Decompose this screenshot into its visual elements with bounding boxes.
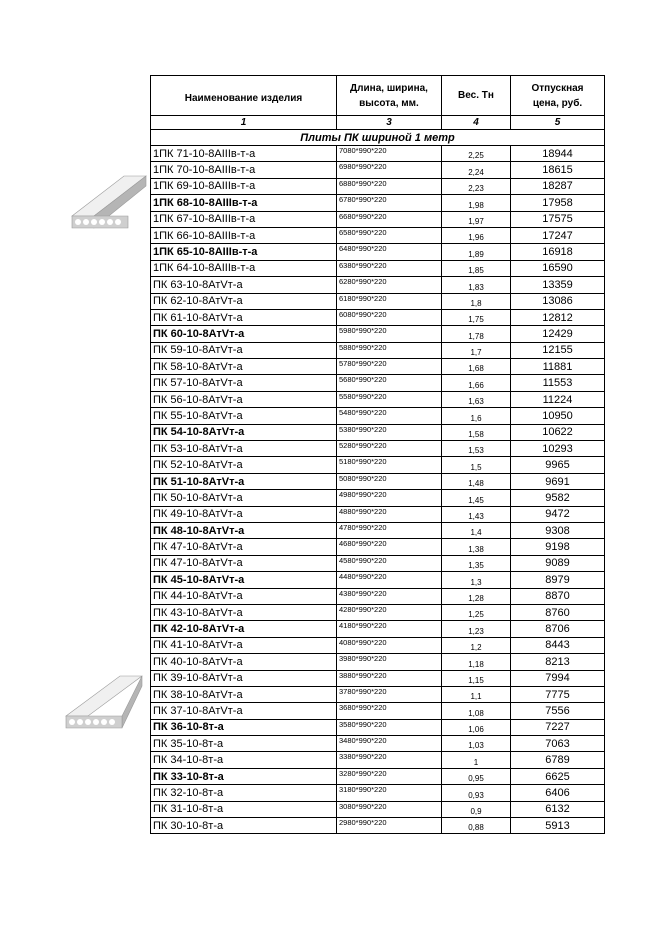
table-row xyxy=(151,146,605,162)
table-row xyxy=(151,654,605,670)
section-row xyxy=(151,130,605,146)
weight: 1,78 xyxy=(442,326,511,342)
table-row xyxy=(151,703,605,719)
dimensions: 4680*990*220 xyxy=(337,539,442,555)
product-name: 1ПК 67-10-8АIIIв-т-а xyxy=(151,211,337,227)
product-name: ПК 58-10-8АтVт-а xyxy=(151,359,337,375)
product-name: ПК 62-10-8АтVт-а xyxy=(151,293,337,309)
weight: 1,5 xyxy=(442,457,511,473)
price: 10622 xyxy=(511,424,605,440)
table-row xyxy=(151,244,605,260)
product-name: ПК 36-10-8т-а xyxy=(151,719,337,735)
weight: 1,98 xyxy=(442,195,511,211)
price: 13359 xyxy=(511,277,605,293)
dimensions: 3080*990*220 xyxy=(337,801,442,817)
table-row xyxy=(151,260,605,276)
price: 5913 xyxy=(511,818,605,834)
weight: 1,58 xyxy=(442,424,511,440)
dimensions: 6280*990*220 xyxy=(337,277,442,293)
product-name: ПК 56-10-8АтVт-а xyxy=(151,391,337,407)
product-name: ПК 48-10-8АтVт-а xyxy=(151,522,337,538)
dimensions: 6080*990*220 xyxy=(337,309,442,325)
price: 6132 xyxy=(511,801,605,817)
weight: 1,75 xyxy=(442,309,511,325)
product-name: ПК 30-10-8т-а xyxy=(151,818,337,834)
table-row xyxy=(151,785,605,801)
dimensions: 4480*990*220 xyxy=(337,572,442,588)
product-name: ПК 32-10-8т-а xyxy=(151,785,337,801)
dimensions: 4980*990*220 xyxy=(337,490,442,506)
price: 17247 xyxy=(511,227,605,243)
dimensions: 5180*990*220 xyxy=(337,457,442,473)
price: 12429 xyxy=(511,326,605,342)
weight: 1,38 xyxy=(442,539,511,555)
price: 7994 xyxy=(511,670,605,686)
weight: 1,3 xyxy=(442,572,511,588)
table-row xyxy=(151,391,605,407)
price: 8443 xyxy=(511,637,605,653)
product-name: 1ПК 64-10-8АIIIв-т-а xyxy=(151,260,337,276)
header-row xyxy=(151,76,605,116)
product-name: ПК 33-10-8т-а xyxy=(151,768,337,784)
product-name: ПК 31-10-8т-а xyxy=(151,801,337,817)
dimensions: 3580*990*220 xyxy=(337,719,442,735)
weight: 1,4 xyxy=(442,522,511,538)
header-price-line2: цена, руб. xyxy=(532,97,583,109)
weight: 1,2 xyxy=(442,637,511,653)
dimensions: 5280*990*220 xyxy=(337,441,442,457)
table-row xyxy=(151,522,605,538)
price: 17575 xyxy=(511,211,605,227)
price: 7063 xyxy=(511,736,605,752)
product-name: 1ПК 69-10-8АIIIв-т-а xyxy=(151,178,337,194)
weight: 1,63 xyxy=(442,391,511,407)
price-table xyxy=(150,75,605,834)
weight: 1,03 xyxy=(442,736,511,752)
product-name: 1ПК 66-10-8АIIIв-т-а xyxy=(151,227,337,243)
product-name: ПК 42-10-8АтVт-а xyxy=(151,621,337,637)
dimensions: 5980*990*220 xyxy=(337,326,442,342)
product-name: ПК 47-10-8АтVт-а xyxy=(151,555,337,571)
dimensions: 5880*990*220 xyxy=(337,342,442,358)
dimensions: 6580*990*220 xyxy=(337,227,442,243)
weight: 1,43 xyxy=(442,506,511,522)
table-row xyxy=(151,752,605,768)
table-row xyxy=(151,342,605,358)
table-row xyxy=(151,326,605,342)
weight: 1,35 xyxy=(442,555,511,571)
column-number: 4 xyxy=(442,116,511,130)
product-name: ПК 53-10-8АтVт-а xyxy=(151,441,337,457)
weight: 1,48 xyxy=(442,473,511,489)
dimensions: 4080*990*220 xyxy=(337,637,442,653)
price: 7556 xyxy=(511,703,605,719)
product-name: ПК 44-10-8АтVт-а xyxy=(151,588,337,604)
weight: 0,9 xyxy=(442,801,511,817)
price: 8979 xyxy=(511,572,605,588)
price: 6406 xyxy=(511,785,605,801)
table-row xyxy=(151,801,605,817)
weight: 2,23 xyxy=(442,178,511,194)
product-name: ПК 60-10-8АтVт-а xyxy=(151,326,337,342)
table-body xyxy=(151,146,605,834)
price: 11553 xyxy=(511,375,605,391)
table-row xyxy=(151,604,605,620)
dimensions: 3780*990*220 xyxy=(337,686,442,702)
dimensions: 3180*990*220 xyxy=(337,785,442,801)
price: 16918 xyxy=(511,244,605,260)
header-price xyxy=(511,76,605,116)
table-row xyxy=(151,572,605,588)
price: 12812 xyxy=(511,309,605,325)
weight: 1,28 xyxy=(442,588,511,604)
table-row xyxy=(151,506,605,522)
dimensions: 4580*990*220 xyxy=(337,555,442,571)
weight: 1,6 xyxy=(442,408,511,424)
dimensions: 4180*990*220 xyxy=(337,621,442,637)
table-row xyxy=(151,408,605,424)
weight: 1,25 xyxy=(442,604,511,620)
price: 10293 xyxy=(511,441,605,457)
table-row xyxy=(151,686,605,702)
product-name: 1ПК 68-10-8АIIIв-т-а xyxy=(151,195,337,211)
dimensions: 6780*990*220 xyxy=(337,195,442,211)
weight: 1,7 xyxy=(442,342,511,358)
table-row xyxy=(151,162,605,178)
dimensions: 3980*990*220 xyxy=(337,654,442,670)
table-row xyxy=(151,670,605,686)
table-row xyxy=(151,293,605,309)
product-name: ПК 45-10-8АтVт-а xyxy=(151,572,337,588)
price: 9089 xyxy=(511,555,605,571)
table-row xyxy=(151,555,605,571)
table-row xyxy=(151,818,605,834)
table-row xyxy=(151,736,605,752)
header-dimensions-line2: высота, мм. xyxy=(359,97,419,109)
product-name: 1ПК 65-10-8АIIIв-т-а xyxy=(151,244,337,260)
column-number: 3 xyxy=(337,116,442,130)
dimensions: 4880*990*220 xyxy=(337,506,442,522)
dimensions: 4380*990*220 xyxy=(337,588,442,604)
price: 11881 xyxy=(511,359,605,375)
header-weight: Вес. Тн xyxy=(442,76,511,116)
price: 6789 xyxy=(511,752,605,768)
weight: 2,25 xyxy=(442,146,511,162)
price: 12155 xyxy=(511,342,605,358)
dimensions: 3480*990*220 xyxy=(337,736,442,752)
product-name: ПК 43-10-8АтVт-а xyxy=(151,604,337,620)
weight: 1,06 xyxy=(442,719,511,735)
column-number: 5 xyxy=(511,116,605,130)
product-name: 1ПК 70-10-8АIIIв-т-а xyxy=(151,162,337,178)
price: 8213 xyxy=(511,654,605,670)
product-name: ПК 49-10-8АтVт-а xyxy=(151,506,337,522)
product-name: ПК 38-10-8АтVт-а xyxy=(151,686,337,702)
price: 9472 xyxy=(511,506,605,522)
product-name: ПК 34-10-8т-а xyxy=(151,752,337,768)
price: 8706 xyxy=(511,621,605,637)
dimensions: 4780*990*220 xyxy=(337,522,442,538)
product-name: ПК 55-10-8АтVт-а xyxy=(151,408,337,424)
product-name: ПК 41-10-8АтVт-а xyxy=(151,637,337,653)
table-row xyxy=(151,637,605,653)
product-name: ПК 40-10-8АтVт-а xyxy=(151,654,337,670)
product-name: ПК 50-10-8АтVт-а xyxy=(151,490,337,506)
table-row xyxy=(151,768,605,784)
dimensions: 3680*990*220 xyxy=(337,703,442,719)
hollow-core-slab-icon xyxy=(62,670,144,734)
weight: 1,45 xyxy=(442,490,511,506)
table-row xyxy=(151,375,605,391)
table-row xyxy=(151,195,605,211)
product-name: ПК 39-10-8АтVт-а xyxy=(151,670,337,686)
table-row xyxy=(151,211,605,227)
product-name: ПК 61-10-8АтVт-а xyxy=(151,309,337,325)
dimensions: 6180*990*220 xyxy=(337,293,442,309)
weight: 1,23 xyxy=(442,621,511,637)
product-name: ПК 63-10-8АтVт-а xyxy=(151,277,337,293)
price: 7775 xyxy=(511,686,605,702)
table-row xyxy=(151,309,605,325)
table-row xyxy=(151,277,605,293)
weight: 1,68 xyxy=(442,359,511,375)
price: 8760 xyxy=(511,604,605,620)
price: 10950 xyxy=(511,408,605,424)
weight: 0,88 xyxy=(442,818,511,834)
weight: 1 xyxy=(442,752,511,768)
weight: 1,8 xyxy=(442,293,511,309)
header-name: Наименование изделия xyxy=(151,76,337,116)
table-row xyxy=(151,473,605,489)
weight: 1,18 xyxy=(442,654,511,670)
price: 17958 xyxy=(511,195,605,211)
price: 9198 xyxy=(511,539,605,555)
product-name: 1ПК 71-10-8АIIIв-т-а xyxy=(151,146,337,162)
header-price-line1: Отпускная xyxy=(531,82,584,94)
table-row xyxy=(151,227,605,243)
weight: 1,97 xyxy=(442,211,511,227)
weight: 1,1 xyxy=(442,686,511,702)
price: 11224 xyxy=(511,391,605,407)
header-dimensions xyxy=(337,76,442,116)
weight: 1,53 xyxy=(442,441,511,457)
price: 9965 xyxy=(511,457,605,473)
dimensions: 6680*990*220 xyxy=(337,211,442,227)
table-row xyxy=(151,359,605,375)
weight: 0,95 xyxy=(442,768,511,784)
table-row xyxy=(151,457,605,473)
weight: 1,83 xyxy=(442,277,511,293)
price: 18944 xyxy=(511,146,605,162)
product-name: ПК 59-10-8АтVт-а xyxy=(151,342,337,358)
dimensions: 7080*990*220 xyxy=(337,146,442,162)
column-number-row xyxy=(151,116,605,130)
price: 9691 xyxy=(511,473,605,489)
dimensions: 6980*990*220 xyxy=(337,162,442,178)
dimensions: 4280*990*220 xyxy=(337,604,442,620)
table-row xyxy=(151,178,605,194)
dimensions: 5780*990*220 xyxy=(337,359,442,375)
table-row xyxy=(151,424,605,440)
table-row xyxy=(151,719,605,735)
hollow-core-slab-icon xyxy=(68,170,148,234)
product-name: ПК 51-10-8АтVт-а xyxy=(151,473,337,489)
price: 6625 xyxy=(511,768,605,784)
product-name: ПК 47-10-8АтVт-а xyxy=(151,539,337,555)
price: 8870 xyxy=(511,588,605,604)
dimensions: 6880*990*220 xyxy=(337,178,442,194)
dimensions: 5080*990*220 xyxy=(337,473,442,489)
price: 16590 xyxy=(511,260,605,276)
column-number: 1 xyxy=(151,116,337,130)
weight: 0,93 xyxy=(442,785,511,801)
section-title: Плиты ПК шириной 1 метр xyxy=(151,130,605,146)
dimensions: 3880*990*220 xyxy=(337,670,442,686)
dimensions: 3380*990*220 xyxy=(337,752,442,768)
header-dimensions-line1: Длина, ширина, xyxy=(350,82,428,94)
price: 9582 xyxy=(511,490,605,506)
price: 9308 xyxy=(511,522,605,538)
product-name: ПК 35-10-8т-а xyxy=(151,736,337,752)
price: 18287 xyxy=(511,178,605,194)
weight: 1,15 xyxy=(442,670,511,686)
table-row xyxy=(151,588,605,604)
dimensions: 6380*990*220 xyxy=(337,260,442,276)
table-row xyxy=(151,539,605,555)
product-name: ПК 57-10-8АтVт-а xyxy=(151,375,337,391)
dimensions: 3280*990*220 xyxy=(337,768,442,784)
price: 13086 xyxy=(511,293,605,309)
product-name: ПК 54-10-8АтVт-а xyxy=(151,424,337,440)
dimensions: 6480*990*220 xyxy=(337,244,442,260)
dimensions: 5680*990*220 xyxy=(337,375,442,391)
dimensions: 5380*990*220 xyxy=(337,424,442,440)
weight: 1,89 xyxy=(442,244,511,260)
product-name: ПК 37-10-8АтVт-а xyxy=(151,703,337,719)
price: 7227 xyxy=(511,719,605,735)
price: 18615 xyxy=(511,162,605,178)
dimensions: 5580*990*220 xyxy=(337,391,442,407)
product-name: ПК 52-10-8АтVт-а xyxy=(151,457,337,473)
weight: 1,08 xyxy=(442,703,511,719)
dimensions: 2980*990*220 xyxy=(337,818,442,834)
dimensions: 5480*990*220 xyxy=(337,408,442,424)
table-row xyxy=(151,441,605,457)
weight: 1,96 xyxy=(442,227,511,243)
weight: 2,24 xyxy=(442,162,511,178)
table-row xyxy=(151,621,605,637)
weight: 1,66 xyxy=(442,375,511,391)
table-row xyxy=(151,490,605,506)
weight: 1,85 xyxy=(442,260,511,276)
